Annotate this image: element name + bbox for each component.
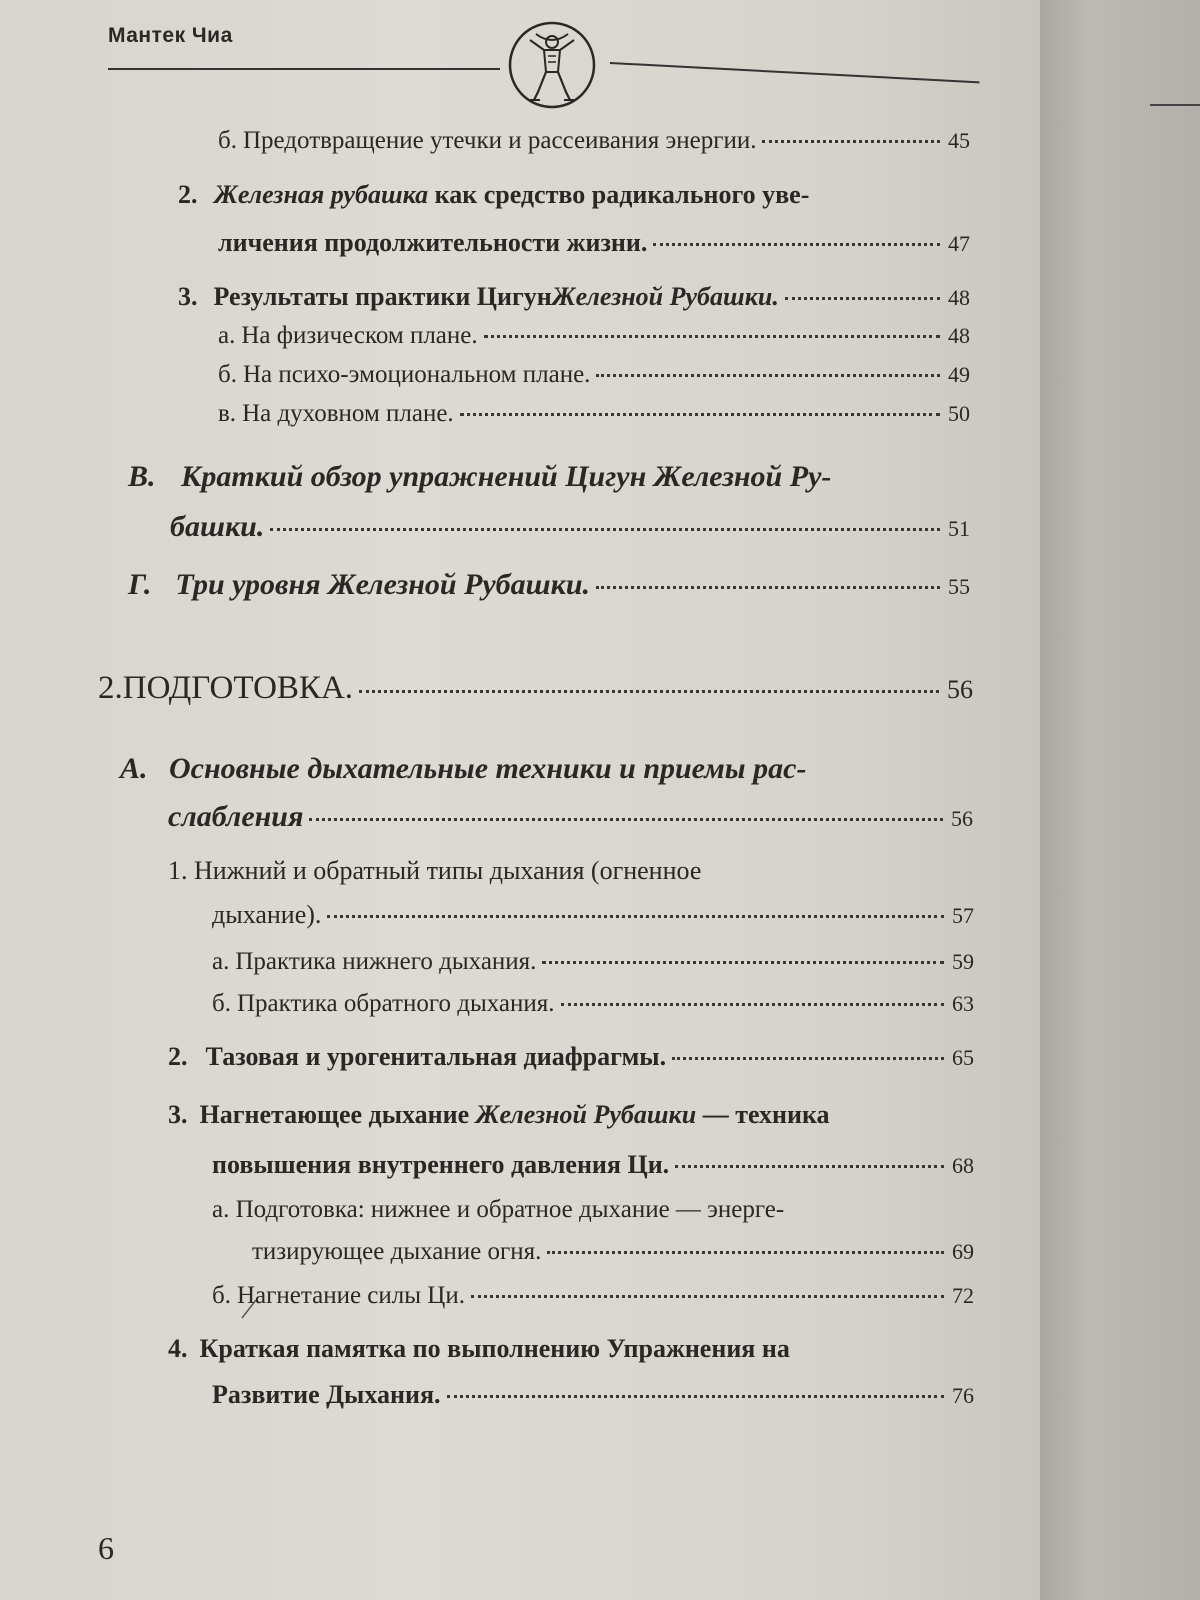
dot-leader xyxy=(460,413,940,416)
dot-leader xyxy=(675,1165,944,1168)
toc-entry-title-rest: — техника xyxy=(696,1100,830,1129)
toc-entry-title: Краткий обзор упражнений Цигун Железной Ру- xyxy=(181,460,832,493)
toc-entry-continuation xyxy=(170,510,970,544)
toc-entry-number: б. xyxy=(212,990,231,1017)
toc-entry-continuation xyxy=(212,900,974,930)
toc-page-number: 47 xyxy=(948,231,970,256)
toc-entry-title: На духовном плане. xyxy=(242,400,454,427)
toc-entry-title-line2: слабления xyxy=(168,800,304,833)
dot-leader xyxy=(471,1295,944,1298)
toc-entry-title-line2: башки. xyxy=(170,510,265,543)
dot-leader xyxy=(270,528,940,531)
toc-entry[interactable] xyxy=(212,1196,784,1224)
toc-entry-number: а. xyxy=(212,1196,230,1223)
toc-entry-number: 4. xyxy=(168,1334,188,1363)
toc-chapter-title: 2.ПОДГОТОВКА. xyxy=(98,670,354,706)
toc-entry[interactable] xyxy=(212,990,974,1018)
toc-entry-number: б. xyxy=(212,1282,231,1309)
dot-leader xyxy=(542,961,944,964)
toc-entry-title: Предотвращение утечки и рассеивания энергии. xyxy=(242,127,757,154)
toc-page-number: 48 xyxy=(948,323,970,348)
toc-page-number: 56 xyxy=(947,675,973,704)
toc-page-number: 45 xyxy=(948,128,970,153)
toc-entry-title-line2: дыхание). xyxy=(212,900,322,929)
toc-page-number: 55 xyxy=(948,574,970,599)
taoist-figure-emblem-icon xyxy=(500,20,604,110)
toc-entry-number: 2. xyxy=(178,180,198,209)
dot-leader xyxy=(547,1251,944,1254)
toc-entry-number: 2. xyxy=(168,1042,188,1071)
toc-page-number: 49 xyxy=(948,362,970,387)
page-number: 6 xyxy=(98,1530,114,1566)
toc-entry-continuation xyxy=(168,800,973,834)
toc-entry-title: Практика нижнего дыхания. xyxy=(235,948,537,975)
toc-entry-number: а. xyxy=(218,322,236,349)
toc-entry-title: На физическом плане. xyxy=(241,322,478,349)
running-title: Мантек Чиа xyxy=(108,24,233,47)
toc-entry-title-italic: Железная рубашка xyxy=(214,180,429,209)
header-rule-left xyxy=(108,68,500,70)
toc-page-number: 69 xyxy=(952,1239,974,1264)
toc-entry[interactable] xyxy=(168,1334,790,1364)
toc-entry-number: б. xyxy=(218,361,237,388)
dot-leader xyxy=(359,690,939,693)
toc-entry[interactable] xyxy=(212,1282,974,1310)
adjacent-page-rule xyxy=(1150,104,1200,106)
toc-entry[interactable] xyxy=(120,752,806,786)
toc-entry-number: А. xyxy=(120,752,148,785)
toc-entry-title-italic: Железной Рубашки. xyxy=(551,282,779,311)
toc-entry-title-line2: тизирующее дыхание огня. xyxy=(252,1238,542,1265)
dot-leader xyxy=(785,297,940,300)
dot-leader xyxy=(561,1003,944,1006)
toc-entry-title-line2: повышения внутреннего давления Ци. xyxy=(212,1150,670,1179)
toc-entry[interactable] xyxy=(168,856,701,886)
toc-entry-title: как средство радикального уве- xyxy=(428,180,810,209)
toc-entry-title-line2: личения продолжительности жизни. xyxy=(218,228,648,257)
toc-entry[interactable] xyxy=(218,322,970,350)
toc-entry[interactable] xyxy=(178,282,970,312)
toc-page-number: 51 xyxy=(948,516,970,541)
dot-leader xyxy=(672,1057,944,1060)
toc-page-number: 68 xyxy=(952,1153,974,1178)
toc-page-number: 57 xyxy=(952,903,974,928)
toc-entry-continuation xyxy=(218,228,970,258)
toc-entry-number: а. xyxy=(212,948,230,975)
toc-entry[interactable] xyxy=(168,1100,830,1130)
toc-entry[interactable] xyxy=(128,568,970,602)
toc-entry-title: Три уровня Железной Рубашки. xyxy=(175,568,591,601)
toc-page-number: 65 xyxy=(952,1045,974,1070)
toc-entry-title: Краткая памятка по выполнению Упражнения на xyxy=(199,1334,790,1363)
toc-entry-number: В. xyxy=(128,460,156,493)
toc-entry-number: б. xyxy=(218,127,237,154)
toc-page-number: 76 xyxy=(952,1383,974,1408)
toc-entry[interactable] xyxy=(178,180,809,210)
toc-entry[interactable] xyxy=(128,460,831,494)
toc-page-number: 50 xyxy=(948,401,970,426)
dot-leader xyxy=(596,374,940,377)
toc-page-number: 63 xyxy=(952,991,974,1016)
dot-leader xyxy=(653,243,940,246)
toc-entry[interactable] xyxy=(218,127,970,155)
toc-page-number: 48 xyxy=(948,285,970,310)
toc-page-number: 72 xyxy=(952,1283,974,1308)
toc-entry-title: Нагнетание силы Ци. xyxy=(236,1282,465,1309)
dot-leader xyxy=(447,1395,944,1398)
toc-entry-title: Нагнетающее дыхание xyxy=(199,1100,476,1129)
adjacent-page-edge xyxy=(1040,0,1200,1600)
toc-entry-title-line2: Развитие Дыхания. xyxy=(212,1380,441,1409)
toc-entry-number: Г. xyxy=(128,568,152,601)
toc-page-number: 59 xyxy=(952,949,974,974)
toc-entry-continuation xyxy=(212,1150,974,1180)
dot-leader xyxy=(484,335,940,338)
toc-entry[interactable] xyxy=(168,1042,974,1072)
toc-entry-number: 3. xyxy=(178,282,198,311)
toc-chapter-entry[interactable] xyxy=(98,670,973,707)
toc-entry[interactable] xyxy=(218,361,970,389)
toc-entry-title: На психо-эмоциональном плане. xyxy=(242,361,591,388)
toc-entry-number: 3. xyxy=(168,1100,188,1129)
toc-entry[interactable] xyxy=(212,948,974,976)
toc-entry-title: Практика обратного дыхания. xyxy=(236,990,555,1017)
toc-entry-continuation xyxy=(212,1380,974,1410)
toc-entry-continuation xyxy=(252,1238,974,1266)
dot-leader xyxy=(762,140,940,143)
toc-entry-title: Подготовка: нижнее и обратное дыхание — энерге- xyxy=(235,1196,785,1223)
toc-entry-number: 1. xyxy=(168,856,188,885)
toc-entry-title: Основные дыхательные техники и приемы рас- xyxy=(169,752,807,785)
toc-page-number: 56 xyxy=(951,806,973,831)
header-rule-right xyxy=(610,62,980,83)
toc-entry-title: Результаты практики Цигун xyxy=(213,282,552,311)
toc-entry[interactable] xyxy=(218,400,970,428)
toc-entry-title-italic: Железной Рубашки xyxy=(475,1100,697,1129)
dot-leader xyxy=(327,915,944,918)
dot-leader xyxy=(309,818,943,821)
toc-entry-number: в. xyxy=(218,400,237,427)
dot-leader xyxy=(596,586,940,589)
toc-entry-title: Нижний и обратный типы дыхания (огненное xyxy=(194,856,702,885)
toc-entry-title: Тазовая и урогенитальная диафрагмы. xyxy=(205,1042,667,1071)
